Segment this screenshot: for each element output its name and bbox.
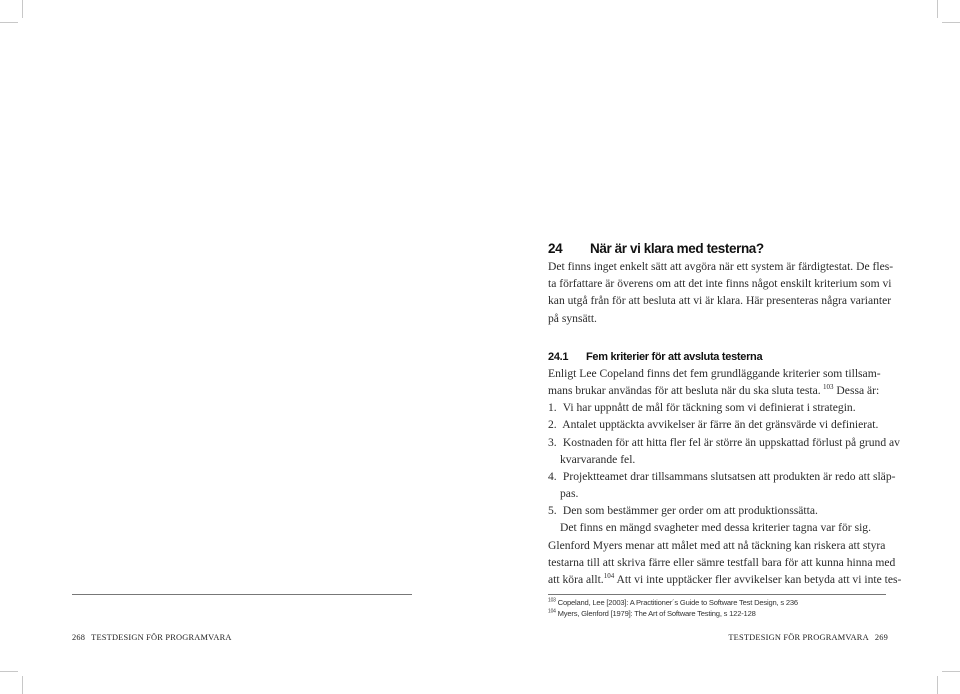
paragraph-line: Det finns inget enkelt sätt att avgöra när ett system är färdigtestat. De fles-	[548, 260, 894, 273]
paragraph-line: på synsätt.	[548, 311, 597, 325]
paragraph-line: kan utgå från för att besluta att vi är klara. Här presenteras några varianter	[548, 294, 892, 308]
list-item	[548, 399, 888, 416]
footnote-number: 104	[548, 608, 556, 615]
crop-mark	[0, 22, 18, 23]
list-text: Projektteamet drar tillsammans slutsatsen att produkten är redo att släp-	[562, 469, 896, 483]
list-item	[548, 434, 900, 451]
running-footer: TESTDESIGN FÖR PROGRAMVARA	[728, 633, 869, 642]
footnote-number: 103	[548, 597, 556, 604]
text-run: Dessa är:	[833, 383, 880, 397]
paragraph-line: Enligt Lee Copeland finns det fem grundläggande kriterier som tillsam-	[548, 366, 881, 380]
list-item	[548, 416, 888, 433]
left-page-footer	[72, 633, 232, 642]
list-number: 4.	[548, 469, 557, 483]
footnote-rule	[548, 594, 886, 595]
running-footer: TESTDESIGN FÖR PROGRAMVARA	[91, 633, 232, 642]
left-page-footnote-rule	[72, 594, 412, 595]
chapter-intro	[548, 258, 894, 327]
section-heading	[548, 349, 888, 365]
footnotes	[548, 597, 888, 619]
list-text: Vi har uppnått de mål för täckning som vi definierat i strategin.	[562, 401, 856, 415]
crop-mark	[22, 0, 23, 18]
paragraph-line: testarna till att skriva färre eller sämre testfall bara för att kunna hinna med	[548, 555, 896, 569]
text-run: mans brukar användas för att besluta när du ska sluta testa.	[548, 383, 821, 397]
text-run: att köra allt.	[548, 573, 604, 586]
list-number: 1.	[548, 401, 557, 415]
footnote	[548, 597, 888, 608]
crop-mark	[937, 0, 938, 18]
paragraph-line: ta författare är överens om att det inte finns något enskilt kriterium som vi	[548, 277, 892, 291]
crop-mark	[942, 22, 960, 23]
footnote-ref[interactable]: 104	[603, 572, 615, 581]
paragraph-line: Det finns en mängd svagheter med dessa kriterier tagna var för sig.	[560, 521, 871, 535]
paragraph-line	[548, 571, 902, 588]
footnote-text: Copeland, Lee [2003]: A Practitioner´s Guide to Software Test Design, s 236	[557, 598, 798, 607]
crop-mark	[22, 676, 23, 694]
page-number: 268	[72, 633, 86, 642]
chapter-number: 24	[548, 241, 563, 256]
list-number: 2.	[548, 418, 557, 432]
criteria-list	[548, 399, 900, 519]
list-text: Kostnaden för att hitta fler fel är större än uppskattad förlust på grund av	[562, 435, 900, 449]
page-number: 269	[874, 633, 888, 642]
crop-mark	[0, 671, 18, 672]
right-page-body	[548, 240, 902, 588]
paragraph-line: Glenford Myers menar att målet med att nå täckning kan riskera att styra	[548, 538, 886, 552]
crop-mark	[942, 671, 960, 672]
paragraph-line	[548, 382, 888, 399]
text-run: Att vi inte upptäcker fler avvikelser kan betyda att vi inte tes-	[614, 573, 902, 586]
section-number: 24.1	[548, 350, 569, 363]
crop-mark	[937, 676, 938, 694]
list-number: 5.	[548, 504, 557, 518]
section-title: Fem kriterier för att avsluta testerna	[586, 350, 763, 363]
list-number: 3.	[548, 435, 557, 449]
chapter-title: När är vi klara med testerna?	[590, 241, 764, 256]
list-text: Den som bestämmer ger order om att produktionssätta.	[562, 504, 818, 518]
list-item-continuation: pas.	[560, 487, 579, 501]
list-text: Antalet upptäckta avvikelser är färre än det gränsvärde vi definierat.	[562, 418, 879, 432]
right-page-footer	[728, 633, 888, 642]
list-item	[548, 502, 888, 519]
footnote-ref[interactable]: 103	[823, 383, 834, 392]
footnote-text: Myers, Glenford [1979]: The Art of Software Testing, s 122-128	[557, 609, 756, 618]
chapter-heading	[548, 240, 888, 258]
list-item	[548, 468, 896, 485]
list-item-continuation: kvarvarande fel.	[560, 452, 636, 466]
footnote	[548, 608, 888, 619]
